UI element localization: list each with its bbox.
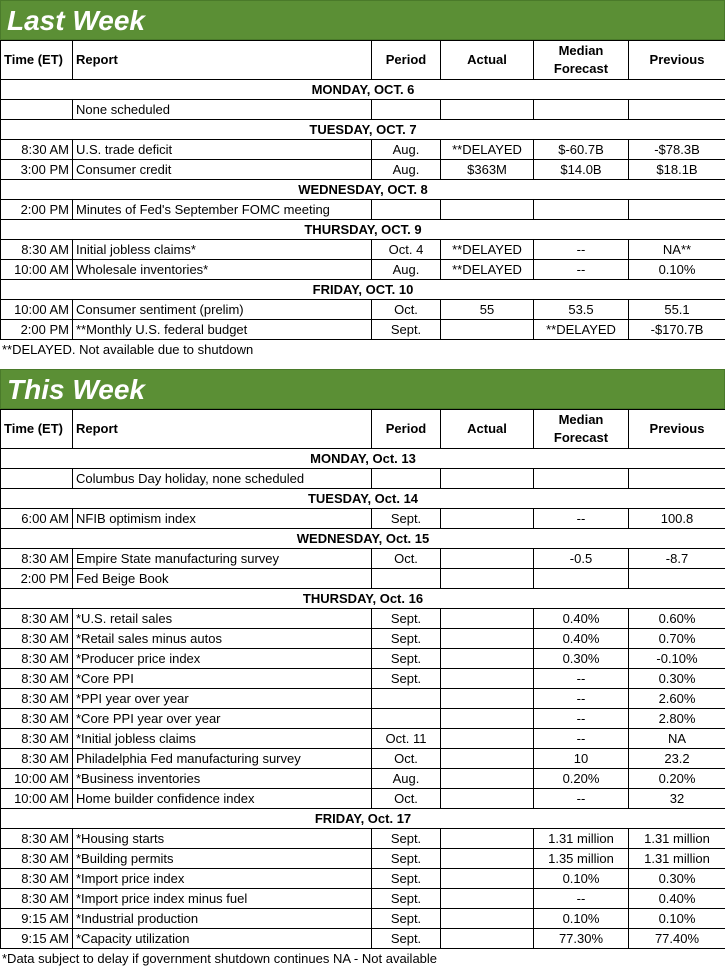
cell-report: *Initial jobless claims	[73, 729, 372, 749]
cell-forecast: --	[534, 689, 629, 709]
cell-time: 8:30 AM	[1, 649, 73, 669]
table-row	[1, 909, 725, 929]
cell-forecast: 53.5	[534, 300, 629, 320]
cell-previous: 0.30%	[629, 669, 725, 689]
cell-actual	[441, 509, 534, 529]
cell-previous: 0.40%	[629, 889, 725, 909]
cell-forecast: --	[534, 789, 629, 809]
table-row	[1, 849, 725, 869]
cell-report: None scheduled	[73, 100, 372, 120]
table-row	[1, 629, 725, 649]
cell-time: 10:00 AM	[1, 300, 73, 320]
cell-forecast: --	[534, 669, 629, 689]
cell-report: *Core PPI year over year	[73, 709, 372, 729]
cell-previous: 2.80%	[629, 709, 725, 729]
this-week-body	[1, 410, 725, 949]
cell-report: *Producer price index	[73, 649, 372, 669]
cell-previous: 2.60%	[629, 689, 725, 709]
cell-previous	[629, 200, 725, 220]
column-header-period: Period	[372, 41, 441, 80]
cell-time: 3:00 PM	[1, 160, 73, 180]
day-label: MONDAY, Oct. 13	[1, 449, 725, 469]
column-header-time: Time (ET)	[1, 41, 73, 80]
table-row	[1, 140, 725, 160]
cell-previous: 0.10%	[629, 909, 725, 929]
cell-forecast: 0.40%	[534, 609, 629, 629]
table-row	[1, 200, 725, 220]
last-week-banner: Last Week	[0, 0, 725, 40]
cell-time	[1, 469, 73, 489]
cell-forecast: **DELAYED	[534, 320, 629, 340]
cell-report: Home builder confidence index	[73, 789, 372, 809]
cell-previous: -8.7	[629, 549, 725, 569]
table-row	[1, 929, 725, 949]
day-header-row	[1, 489, 725, 509]
cell-actual	[441, 200, 534, 220]
table-row	[1, 869, 725, 889]
cell-forecast: --	[534, 260, 629, 280]
cell-forecast: 0.40%	[534, 629, 629, 649]
cell-forecast	[534, 100, 629, 120]
day-label: TUESDAY, OCT. 7	[1, 120, 725, 140]
day-label: FRIDAY, Oct. 17	[1, 809, 725, 829]
cell-previous: 1.31 million	[629, 829, 725, 849]
cell-report: *Building permits	[73, 849, 372, 869]
cell-period: Sept.	[372, 849, 441, 869]
table-row	[1, 749, 725, 769]
cell-actual	[441, 729, 534, 749]
cell-period: Sept.	[372, 889, 441, 909]
cell-actual	[441, 789, 534, 809]
cell-period	[372, 569, 441, 589]
cell-period	[372, 469, 441, 489]
day-header-row	[1, 180, 725, 200]
cell-actual	[441, 769, 534, 789]
cell-forecast: --	[534, 709, 629, 729]
cell-report: Columbus Day holiday, none scheduled	[73, 469, 372, 489]
cell-actual	[441, 909, 534, 929]
cell-previous: 0.70%	[629, 629, 725, 649]
table-row	[1, 509, 725, 529]
section-spacer	[0, 359, 725, 369]
column-header-forecast	[534, 41, 629, 80]
cell-previous: -0.10%	[629, 649, 725, 669]
cell-forecast: --	[534, 509, 629, 529]
table-row	[1, 729, 725, 749]
column-header-report: Report	[73, 410, 372, 449]
cell-previous: 1.31 million	[629, 849, 725, 869]
cell-actual: 55	[441, 300, 534, 320]
table-row	[1, 789, 725, 809]
cell-time: 10:00 AM	[1, 260, 73, 280]
day-label: FRIDAY, OCT. 10	[1, 280, 725, 300]
cell-actual	[441, 469, 534, 489]
cell-time: 8:30 AM	[1, 549, 73, 569]
cell-time: 10:00 AM	[1, 789, 73, 809]
cell-time: 8:30 AM	[1, 689, 73, 709]
cell-actual	[441, 829, 534, 849]
cell-actual	[441, 649, 534, 669]
cell-forecast: --	[534, 240, 629, 260]
cell-period: Oct.	[372, 749, 441, 769]
day-label: TUESDAY, Oct. 14	[1, 489, 725, 509]
cell-period: Oct.	[372, 300, 441, 320]
column-header-previous: Previous	[629, 41, 725, 80]
this-week-banner: This Week	[0, 369, 725, 409]
cell-time: 2:00 PM	[1, 320, 73, 340]
cell-forecast: $14.0B	[534, 160, 629, 180]
day-header-row	[1, 589, 725, 609]
cell-report: Initial jobless claims*	[73, 240, 372, 260]
table-row	[1, 320, 725, 340]
cell-time: 10:00 AM	[1, 769, 73, 789]
day-header-row	[1, 80, 725, 100]
cell-forecast	[534, 569, 629, 589]
cell-actual	[441, 629, 534, 649]
cell-report: Philadelphia Fed manufacturing survey	[73, 749, 372, 769]
cell-report: Empire State manufacturing survey	[73, 549, 372, 569]
table-row	[1, 160, 725, 180]
table-row	[1, 689, 725, 709]
cell-time: 8:30 AM	[1, 140, 73, 160]
table-row	[1, 549, 725, 569]
column-header-report: Report	[73, 41, 372, 80]
cell-forecast: --	[534, 889, 629, 909]
table-row	[1, 240, 725, 260]
cell-previous: 0.10%	[629, 260, 725, 280]
cell-actual	[441, 889, 534, 909]
cell-time	[1, 100, 73, 120]
cell-actual	[441, 689, 534, 709]
cell-period	[372, 689, 441, 709]
cell-report: *Import price index minus fuel	[73, 889, 372, 909]
cell-time: 8:30 AM	[1, 609, 73, 629]
cell-actual	[441, 320, 534, 340]
cell-period	[372, 100, 441, 120]
cell-time: 2:00 PM	[1, 569, 73, 589]
cell-previous: 55.1	[629, 300, 725, 320]
cell-report: Wholesale inventories*	[73, 260, 372, 280]
cell-actual	[441, 569, 534, 589]
cell-period: Sept.	[372, 320, 441, 340]
cell-period: Oct.	[372, 789, 441, 809]
cell-period: Sept.	[372, 649, 441, 669]
table-row	[1, 889, 725, 909]
column-header-period: Period	[372, 410, 441, 449]
cell-forecast: 10	[534, 749, 629, 769]
cell-time: 2:00 PM	[1, 200, 73, 220]
cell-actual	[441, 849, 534, 869]
cell-report: Consumer sentiment (prelim)	[73, 300, 372, 320]
median-label: Median	[558, 43, 604, 58]
cell-time: 9:15 AM	[1, 909, 73, 929]
cell-forecast	[534, 469, 629, 489]
cell-period: Sept.	[372, 669, 441, 689]
cell-period: Sept.	[372, 629, 441, 649]
cell-forecast: 77.30%	[534, 929, 629, 949]
cell-forecast: 1.35 million	[534, 849, 629, 869]
cell-forecast: 1.31 million	[534, 829, 629, 849]
cell-actual	[441, 609, 534, 629]
cell-previous: -$78.3B	[629, 140, 725, 160]
cell-forecast: 0.10%	[534, 869, 629, 889]
cell-report: NFIB optimism index	[73, 509, 372, 529]
cell-period: Aug.	[372, 160, 441, 180]
cell-time: 8:30 AM	[1, 629, 73, 649]
day-label: WEDNESDAY, OCT. 8	[1, 180, 725, 200]
this-week-table	[0, 409, 725, 949]
cell-previous	[629, 100, 725, 120]
day-label: THURSDAY, Oct. 16	[1, 589, 725, 609]
day-header-row	[1, 809, 725, 829]
cell-time: 8:30 AM	[1, 669, 73, 689]
cell-actual	[441, 869, 534, 889]
cell-actual	[441, 929, 534, 949]
cell-previous: 23.2	[629, 749, 725, 769]
cell-actual: $363M	[441, 160, 534, 180]
column-header-actual: Actual	[441, 410, 534, 449]
day-header-row	[1, 220, 725, 240]
table-row	[1, 300, 725, 320]
table-row	[1, 609, 725, 629]
cell-time: 9:15 AM	[1, 929, 73, 949]
cell-report: *Retail sales minus autos	[73, 629, 372, 649]
cell-actual: **DELAYED	[441, 240, 534, 260]
cell-period: Sept.	[372, 909, 441, 929]
cell-report: *PPI year over year	[73, 689, 372, 709]
cell-period: Aug.	[372, 140, 441, 160]
cell-period: Oct.	[372, 549, 441, 569]
cell-previous: NA**	[629, 240, 725, 260]
cell-time: 8:30 AM	[1, 729, 73, 749]
table-row	[1, 569, 725, 589]
cell-previous	[629, 569, 725, 589]
cell-time: 8:30 AM	[1, 869, 73, 889]
cell-actual	[441, 709, 534, 729]
column-header-time: Time (ET)	[1, 410, 73, 449]
cell-period: Sept.	[372, 829, 441, 849]
last-week-body	[1, 41, 725, 340]
cell-period: Sept.	[372, 929, 441, 949]
this-week-footnote: *Data subject to delay if government shutdown continues NA - Not available	[2, 951, 438, 966]
table-row	[1, 829, 725, 849]
cell-actual	[441, 669, 534, 689]
cell-report: Minutes of Fed's September FOMC meeting	[73, 200, 372, 220]
cell-forecast: 0.10%	[534, 909, 629, 929]
cell-report: *Core PPI	[73, 669, 372, 689]
column-header-actual: Actual	[441, 41, 534, 80]
day-header-row	[1, 280, 725, 300]
cell-previous: NA	[629, 729, 725, 749]
cell-period: Sept.	[372, 509, 441, 529]
cell-previous: 77.40%	[629, 929, 725, 949]
cell-report: *Import price index	[73, 869, 372, 889]
cell-report: Consumer credit	[73, 160, 372, 180]
cell-forecast: $-60.7B	[534, 140, 629, 160]
cell-report: Fed Beige Book	[73, 569, 372, 589]
median-label: Median	[558, 412, 604, 427]
cell-report: *Business inventories	[73, 769, 372, 789]
cell-period: Aug.	[372, 769, 441, 789]
cell-actual	[441, 100, 534, 120]
cell-forecast: 0.20%	[534, 769, 629, 789]
cell-report: *Capacity utilization	[73, 929, 372, 949]
forecast-label: Forecast	[553, 61, 609, 76]
cell-time: 8:30 AM	[1, 849, 73, 869]
last-week-table	[0, 40, 725, 340]
cell-period: Oct. 4	[372, 240, 441, 260]
column-header-forecast	[534, 410, 629, 449]
cell-forecast	[534, 200, 629, 220]
cell-report: U.S. trade deficit	[73, 140, 372, 160]
table-row	[1, 769, 725, 789]
cell-previous: 100.8	[629, 509, 725, 529]
cell-actual	[441, 549, 534, 569]
cell-forecast: 0.30%	[534, 649, 629, 669]
table-row	[1, 649, 725, 669]
cell-report: *Housing starts	[73, 829, 372, 849]
cell-period: Aug.	[372, 260, 441, 280]
cell-previous: 0.30%	[629, 869, 725, 889]
cell-period: Oct. 11	[372, 729, 441, 749]
last-week-footnote: **DELAYED. Not available due to shutdown	[2, 342, 254, 357]
cell-period: Sept.	[372, 609, 441, 629]
table-row	[1, 709, 725, 729]
cell-previous: 0.20%	[629, 769, 725, 789]
day-label: THURSDAY, OCT. 9	[1, 220, 725, 240]
cell-report: **Monthly U.S. federal budget	[73, 320, 372, 340]
cell-actual: **DELAYED	[441, 140, 534, 160]
table-row	[1, 260, 725, 280]
cell-period	[372, 709, 441, 729]
column-header-previous: Previous	[629, 410, 725, 449]
day-header-row	[1, 529, 725, 549]
cell-previous: 32	[629, 789, 725, 809]
day-label: MONDAY, OCT. 6	[1, 80, 725, 100]
cell-actual: **DELAYED	[441, 260, 534, 280]
cell-forecast: -0.5	[534, 549, 629, 569]
forecast-label: Forecast	[553, 430, 609, 445]
day-header-row	[1, 120, 725, 140]
cell-time: 8:30 AM	[1, 889, 73, 909]
day-header-row	[1, 449, 725, 469]
cell-report: *Industrial production	[73, 909, 372, 929]
cell-actual	[441, 749, 534, 769]
cell-previous: 0.60%	[629, 609, 725, 629]
table-row	[1, 100, 725, 120]
cell-time: 8:30 AM	[1, 749, 73, 769]
table-row	[1, 669, 725, 689]
cell-time: 8:30 AM	[1, 829, 73, 849]
cell-time: 6:00 AM	[1, 509, 73, 529]
table-row	[1, 469, 725, 489]
column-header-row	[1, 41, 725, 80]
column-header-row	[1, 410, 725, 449]
cell-period	[372, 200, 441, 220]
day-label: WEDNESDAY, Oct. 15	[1, 529, 725, 549]
cell-report: *U.S. retail sales	[73, 609, 372, 629]
cell-forecast: --	[534, 729, 629, 749]
cell-time: 8:30 AM	[1, 709, 73, 729]
cell-previous	[629, 469, 725, 489]
cell-period: Sept.	[372, 869, 441, 889]
cell-time: 8:30 AM	[1, 240, 73, 260]
cell-previous: -$170.7B	[629, 320, 725, 340]
cell-previous: $18.1B	[629, 160, 725, 180]
